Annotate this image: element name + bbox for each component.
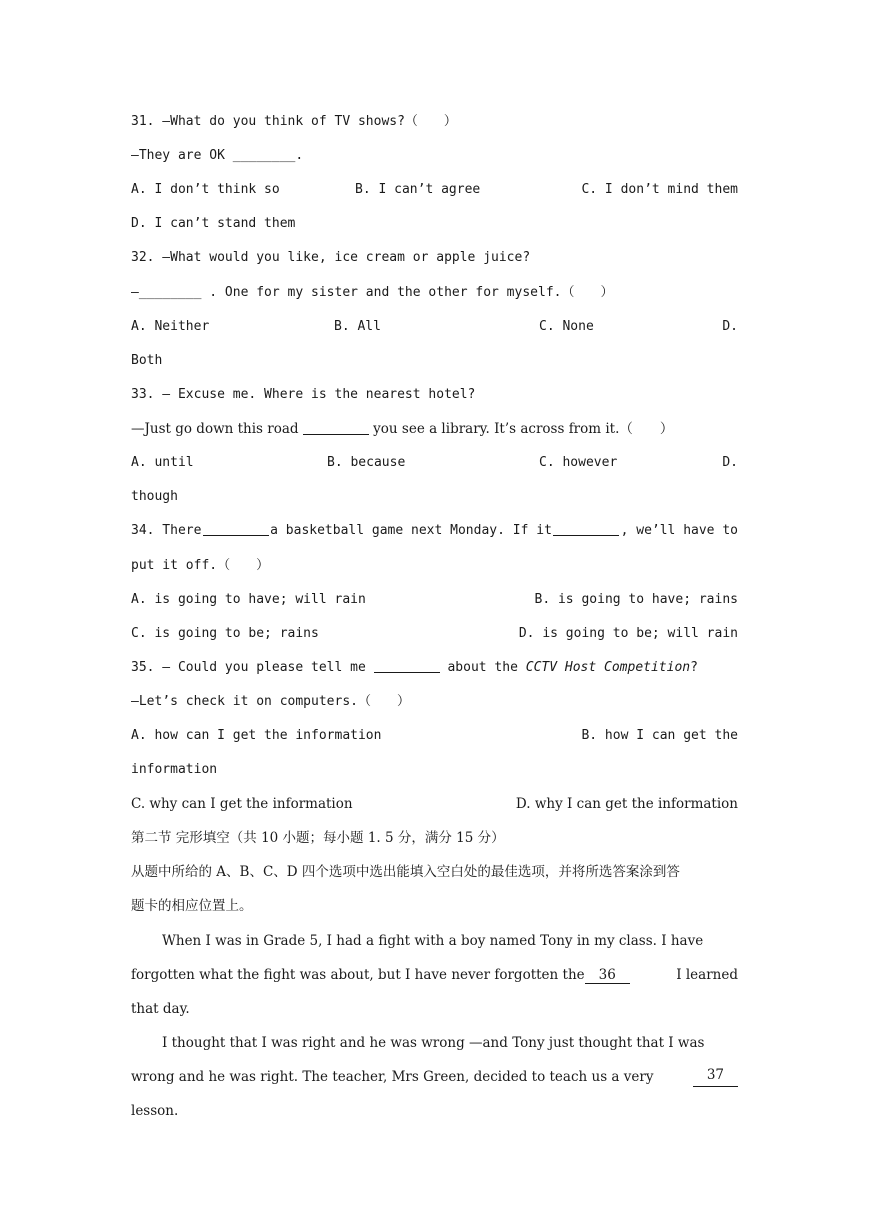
q31-options-row — [131, 180, 738, 200]
q35-option-b: B. how I can get the — [581, 728, 738, 743]
q32-stem: 32. —What would you like, ice cream or apple juice? — [131, 250, 531, 265]
q34-stem-3: , we’ll have to — [620, 523, 738, 538]
q33-option-b: B. because — [327, 455, 406, 470]
q33-reply — [131, 419, 738, 439]
q31-option-d: D. I can’t stand them — [131, 216, 296, 231]
q35-options-row-1 — [131, 726, 738, 746]
q34-stem-1: 34. There — [131, 523, 202, 538]
q33-option-d-label: D. — [722, 455, 738, 470]
q35-stem-mid: about the — [447, 660, 518, 675]
q32-reply: —________ . One for my sister and the other for myself.（ ） — [131, 285, 614, 300]
passage-p1-line-2-pre: forgotten what the fight was about, but I have never forgotten the — [131, 967, 585, 983]
q35-stem — [131, 658, 738, 678]
q32-option-d-label: D. — [722, 319, 738, 334]
q31-option-b: B. I can’t agree — [355, 182, 481, 197]
q33-reply-post: you see a library. It’s across from it.（ ） — [373, 421, 674, 437]
q33-option-c: C. however — [539, 455, 618, 470]
q31-option-a: A. I don’t think so — [131, 182, 280, 197]
q34-option-d: D. is going to be; will rain — [518, 626, 738, 641]
passage-p2-line-3: lesson. — [131, 1103, 179, 1119]
q33-stem: 33. — Excuse me. Where is the nearest hotel? — [131, 387, 476, 402]
q34-options-row-2 — [131, 624, 738, 644]
q35-option-b-cont: information — [131, 762, 218, 777]
q31-reply: —They are OK ________. — [131, 148, 304, 163]
q35-program-title: CCTV Host Competition — [525, 660, 691, 675]
q34-stem-2: a basketball game next Monday. If it — [270, 523, 552, 538]
q34-option-c: C. is going to be; rains — [131, 626, 319, 641]
passage-p2-line-1: I thought that I was right and he was wrong —and Tony just thought that I was — [162, 1035, 705, 1051]
q34-blank-1 — [203, 521, 269, 536]
q35-option-c: C. why can I get the information — [131, 796, 353, 812]
q34-stem-cont: put it off.（ ） — [131, 558, 270, 573]
q35-stem-pre: 35. — Could you please tell me — [131, 660, 366, 675]
q32-option-a: A. Neither — [131, 319, 210, 334]
q35-option-a: A. how can I get the information — [131, 728, 382, 743]
q32-option-b: B. All — [334, 319, 381, 334]
q34-stem — [131, 521, 738, 541]
section-instruction-line-1: 从题中所给的 A、B、C、D 四个选项中选出能填入空白处的最佳选项，并将所选答案涂到答 — [131, 864, 680, 880]
q33-reply-pre: —Just go down this road — [131, 421, 299, 437]
q33-option-d-text: though — [131, 489, 178, 504]
passage-p2-line-2-pre: wrong and he was right. The teacher, Mrs Green, decided to teach us a very — [131, 1069, 654, 1085]
q34-option-b: B. is going to have; rains — [534, 592, 738, 607]
cloze-blank-36: 36 — [585, 967, 630, 984]
q34-blank-2 — [553, 521, 619, 536]
q31-option-c: C. I don’t mind them — [581, 182, 738, 197]
q35-stem-end: ? — [690, 660, 698, 675]
cloze-blank-37: 37 — [693, 1067, 738, 1087]
passage-p1-line-2 — [131, 965, 738, 985]
q35-answer-blank — [374, 658, 440, 673]
q35-option-d: D. why I can get the information — [515, 796, 738, 812]
q34-option-a: A. is going to have; will rain — [131, 592, 366, 607]
passage-p1-line-2-post: I learned — [676, 967, 738, 983]
q32-option-c: C. None — [539, 319, 594, 334]
q32-options-row — [131, 317, 738, 337]
section-instruction-line-2: 题卡的相应位置上。 — [131, 898, 253, 914]
q33-answer-blank — [303, 420, 369, 435]
q31-stem: 31. —What do you think of TV shows?（ ） — [131, 114, 457, 129]
q32-option-d-text: Both — [131, 353, 163, 368]
q33-option-a: A. until — [131, 455, 194, 470]
passage-p1-line-3: that day. — [131, 1001, 190, 1017]
section-heading: 第二节 完形填空（共 10 小题；每小题 1. 5 分，满分 15 分） — [131, 830, 505, 846]
passage-p1-line-1: When I was in Grade 5, I had a fight with a boy named Tony in my class. I have — [162, 933, 704, 949]
passage-p2-line-2 — [131, 1067, 738, 1087]
q35-reply: —Let’s check it on computers.（ ） — [131, 694, 410, 709]
q35-options-row-2 — [131, 794, 738, 814]
q34-options-row-1 — [131, 590, 738, 610]
q33-options-row — [131, 453, 738, 473]
